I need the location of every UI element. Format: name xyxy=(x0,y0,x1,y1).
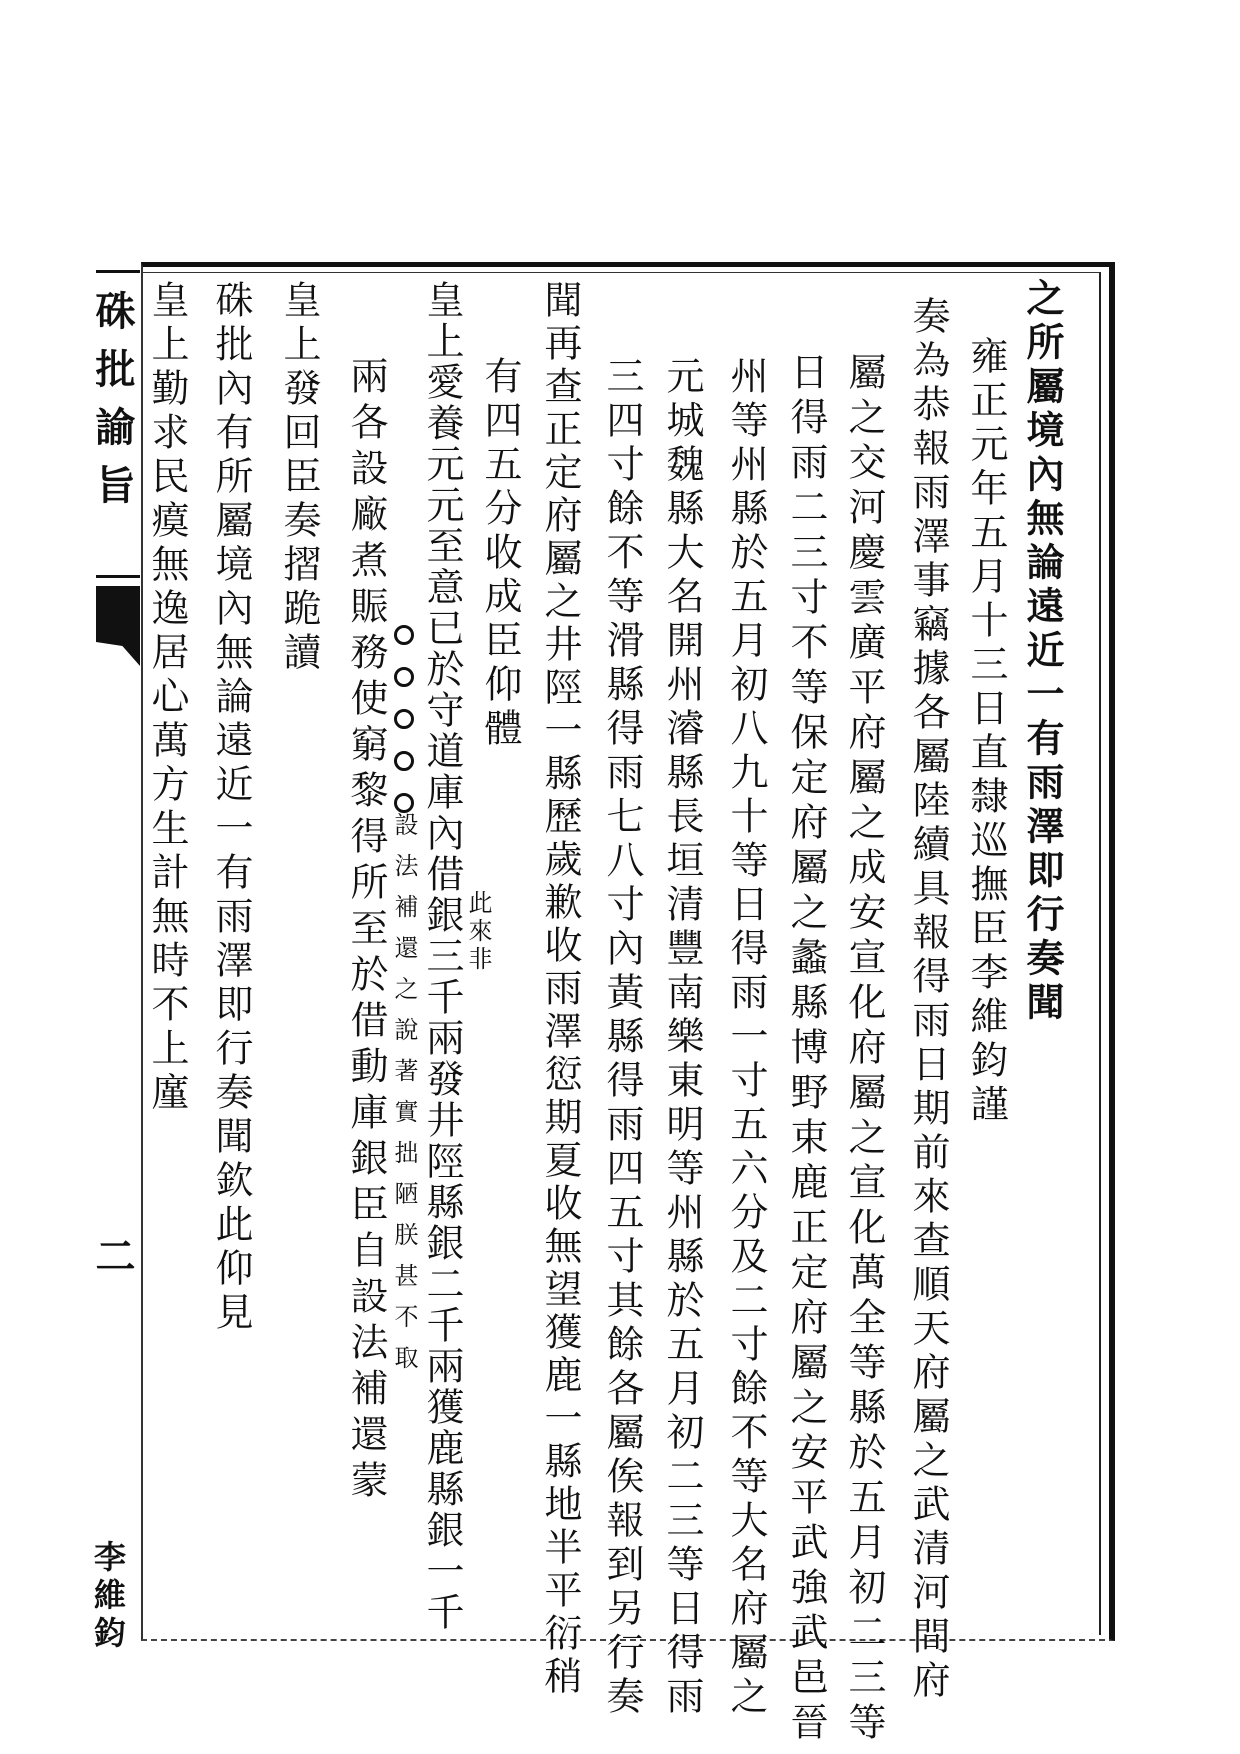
text-column-9: 聞再查正定府屬之井陘一縣歷歲歉收雨澤愆期夏收無望獲鹿一縣地半平衍稍 xyxy=(538,280,582,1699)
author-name: 李維鈞 xyxy=(89,1540,127,1654)
page-number: 二 xyxy=(89,1235,136,1293)
text-column-2: 雍正元年五月十三日直隸巡撫臣李維鈞謹 xyxy=(964,336,1008,1128)
text-column-3: 奏為恭報雨澤事竊據各屬陸續具報得雨日期前來查順天府屬之武清河間府 xyxy=(906,296,950,1704)
text-column-4: 屬之交河慶雲廣平府屬之成安宣化府屬之宣化萬全等縣於五月初二三等 xyxy=(842,352,886,1747)
circle-mark xyxy=(394,793,414,813)
circle-mark xyxy=(394,751,414,771)
circle-mark xyxy=(394,709,414,729)
text-column-14: 硃批內有所屬境內無論遠近一有雨澤即行奏聞欽此仰見 xyxy=(209,280,253,1336)
vermilion-comment: 設法補還之說著實拙陋朕甚不取 xyxy=(390,812,418,1386)
text-column-6: 州等州縣於五月初八九十等日得雨一寸五六分及二寸餘不等大名府屬之 xyxy=(724,356,768,1720)
text-column-7: 元城魏縣大名開州濬縣長垣清豐南樂東明等州縣於五月初二三等日得雨 xyxy=(660,356,704,1720)
text-column-1: 之所屬境內無論遠近一有雨澤即行奏聞 xyxy=(1020,278,1065,1026)
margin-rule xyxy=(96,575,140,578)
text-column-11: 皇上愛養元元至意已於守道庫內借銀三千兩發井陘縣銀二千兩獲鹿縣銀一千 xyxy=(420,280,464,1633)
text-column-5: 日得雨二三寸不等保定府屬之蠡縣博野束鹿正定府屬之安平武強武邑晉 xyxy=(784,352,828,1747)
text-column-15: 皇上勤求民瘼無逸居心萬方生計無時不上廑 xyxy=(145,280,189,1116)
text-column-10: 有四五分收成臣仰體 xyxy=(478,356,522,752)
upper-annotation: 此來非 xyxy=(464,890,492,974)
book-title: 硃批諭旨 xyxy=(89,290,136,522)
emphasis-circles xyxy=(394,625,414,835)
margin-rule-top xyxy=(96,270,140,273)
circle-mark xyxy=(394,667,414,687)
circle-mark xyxy=(394,625,414,645)
text-column-8: 三四寸餘不等滑縣得雨七八寸內黃縣得雨四五寸其餘各屬俟報到另行奏 xyxy=(600,356,644,1720)
text-column-13: 皇上發回臣奏摺跪讀 xyxy=(277,280,321,676)
fishtail-mark xyxy=(96,586,140,666)
text-column-12: 兩各設廠煮賑務使窮黎得所至於借動庫銀臣自設法補還蒙 xyxy=(344,356,388,1506)
